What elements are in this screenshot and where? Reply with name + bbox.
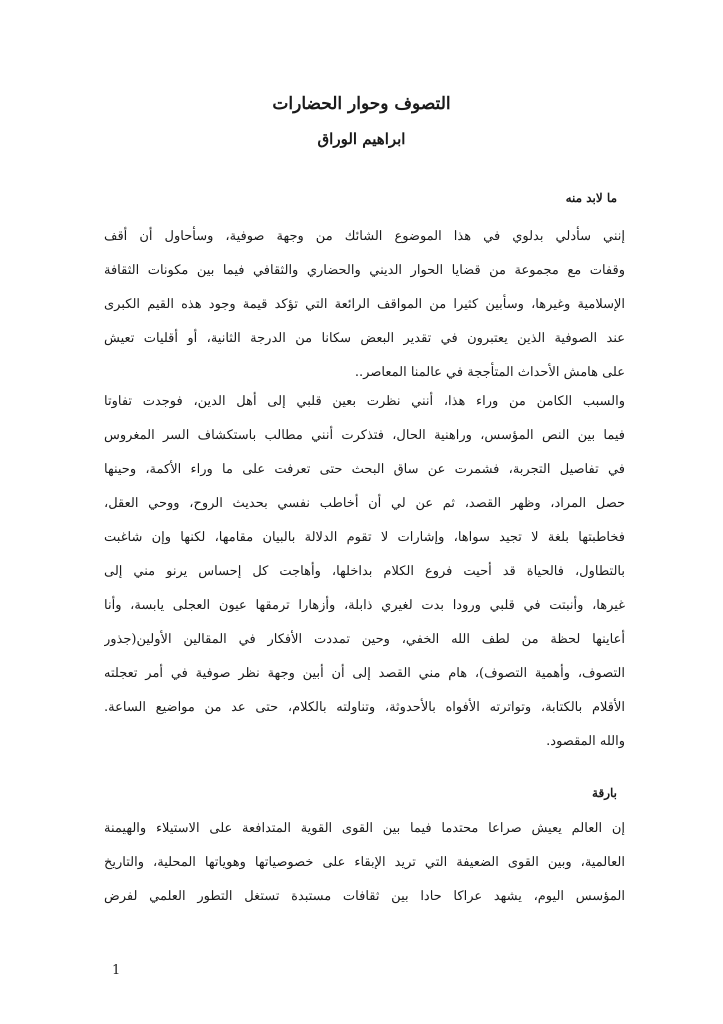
paragraph-line: بالتطاول، فالحياة قد أحيت فروع الكلام بداخلها، وأهاجت كل إحساس يرنو مني إلى [104, 564, 625, 579]
document-title: التصوف وحوار الحضارات [272, 94, 451, 114]
page-number: 1 [112, 963, 121, 978]
paragraph-line: أعاينها لحظة من لطف الله الخفي، وحين تمددت الأفكار في المقالين الأولين(جذور [104, 632, 625, 647]
paragraph-line: إنني سأدلي بدلوي في هذا الموضوع الشائك من وجهة صوفية، وسأحاول أن أقف [104, 229, 625, 244]
paragraph-line: عند الصوفية الذين يعتبرون في تقدير البعض سكانا من الدرجة الثانية، أو أقليات تعيش [104, 331, 625, 346]
paragraph-line: الأقلام بالكتابة، وتواترته الأفواه بالأحدوثة، وتناولته بالكلام، حتى عد من مواضيع الساعة. [104, 700, 625, 715]
paragraph-line: فخاطبتها بلغة لا تجيد سواها، وإشارات لا تقوم الدلالة بالبيان مقامها، لكنها وإن شاغبت [104, 530, 625, 545]
section-heading-bariqa: بارقة [592, 786, 617, 800]
paragraph-line: العالمية، وبين القوى الضعيفة التي تريد الإبقاء على خصوصياتها وهوياتها المحلية، والتاريخ [104, 855, 625, 870]
paragraph-line: الإسلامية وغيرها، وسأبين كثيرا من المواقف الرائعة التي تؤكد قيمة وجود هذه القيم الكبرى [104, 297, 625, 312]
document-author: ابراهيم الوراق [317, 130, 406, 148]
paragraph-line: المؤسس اليوم، يشهد عراكا حادا بين ثقافات مستبدة تستغل التطور العلمي لفرض [104, 889, 625, 904]
paragraph-line: حصل المراد، وظهر القصد، ثم عن لي أن أخاطب نفسي بحديث الروح، ووحي العقل، [104, 496, 625, 511]
paragraph-intro-2 [104, 385, 625, 759]
paragraph-line: التصوف، وأهمية التصوف)، هام مني القصد إلى أن أبين وجهة نظر صوفية في أمر تعجلته [104, 666, 625, 681]
paragraph-line: إن العالم يعيش صراعا محتدما فيما بين القوى القوية المتدافعة على الاستيلاء والهيمنة [104, 821, 625, 836]
paragraph-intro-1 [104, 220, 625, 390]
paragraph-line: في تفاصيل التجربة، فشمرت عن ساق البحث حتى تعرفت على ما وراء الأكمة، وحينها [104, 462, 625, 477]
paragraph-line: فيما بين النص المؤسس، وراهنية الحال، فتذكرت أنني مطالب باستكشاف السر المغروس [104, 428, 625, 443]
paragraph-line: على هامش الأحداث المتأججة في عالمنا المعاصر.. [354, 365, 625, 380]
paragraph-line: والسبب الكامن من وراء هذا، أنني نظرت بعين قلبي إلى أهل الدين، فوجدت تفاوتا [104, 394, 625, 409]
paragraph-bariqa-1 [104, 812, 625, 914]
paragraph-line: وقفات مع مجموعة من قضايا الحوار الديني والحضاري والثقافي فيما بين مكونات الثقافة [104, 263, 625, 278]
paragraph-line: والله المقصود. [546, 734, 625, 749]
section-heading-intro: ما لابد منه [565, 191, 617, 205]
paragraph-line: غيرها، وأنبتت في قلبي ورودا بدت لغيري ذابلة، وأزهارا ترمقها عيون العجلى يابسة، وأنا [104, 598, 625, 613]
